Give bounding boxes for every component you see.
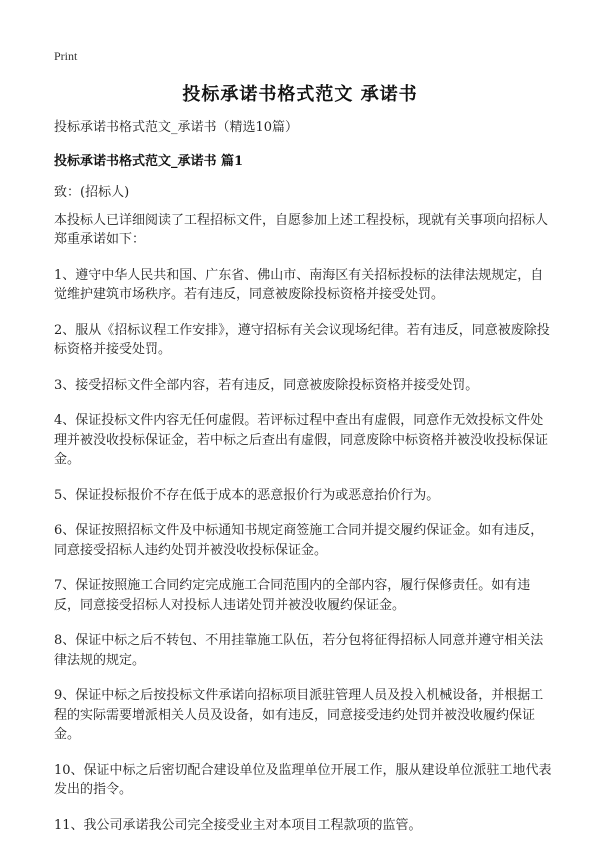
commitment-item-11: 11、我公司承诺我公司完全接受业主对本项目工程款项的监管。 [54,817,422,833]
document-subtitle: 投标承诺书格式范文_承诺书（精选10篇） [54,120,299,135]
commitment-item-4: 4、保证投标文件内容无任何虚假。若评标过程中查出有虚假，同意作无效投标文件处理并被没收投标保证金，若中标之后查出有虚假，同意废除中标资格并被没收投标保证金。 [54,413,549,467]
commitment-item-6: 6、保证按照招标文件及中标通知书规定商签施工合同并提交履约保证金。如有违反，同意接受招标人违约处罚并被没收投标保证金。 [54,523,544,558]
salutation: 致：(招标人) [54,185,130,200]
commitment-item-8: 8、保证中标之后不转包、不用挂靠施工队伍，若分包将征得招标人同意并遵守相关法律法规的规定。 [54,633,544,668]
commitment-item-1: 1、遵守中华人民共和国、广东省、佛山市、南海区有关招标投标的法律法规规定，自觉维护建筑市场秩序。若有违反，同意被废除投标资格并接受处罚。 [54,267,544,302]
commitment-item-2: 2、服从《招标议程工作安排》，遵守招标有关会议现场纪律。若有违反，同意被废除投标资格并接受处罚。 [54,322,550,357]
commitment-item-7: 7、保证按照施工合同约定完成施工合同范围内的全部内容，履行保修责任。如有违反，同意接受招标人对投标人违诺处罚并被没收履约保证金。 [54,578,531,613]
commitment-item-3: 3、接受招标文件全部内容，若有违反，同意被废除投标资格并接受处罚。 [54,377,479,393]
document-title: 投标承诺书格式范文 承诺书 [182,84,418,105]
section-heading: 投标承诺书格式范文_承诺书 篇1 [54,153,244,169]
commitment-item-10: 10、保证中标之后密切配合建设单位及监理单位开展工作，服从建设单位派驻工地代表发出的指令。 [54,762,552,797]
intro-paragraph: 本投标人已详细阅读了工程招标文件，自愿参加上述工程投标，现就有关事项向招标人郑重承诺如下： [54,212,549,247]
print-label: Print [54,49,78,63]
commitment-item-5: 5、保证投标报价不存在低于成本的恶意报价行为或恶意抬价行为。 [54,487,440,503]
document-body [54,118,554,851]
commitment-item-9: 9、保证中标之后按投标文件承诺向招标项目派驻管理人员及投入机械设备，并根据工程的实际需要增派相关人员及设备，如有违反，同意接受违约处罚并被没收履约保证金。 [54,688,544,742]
